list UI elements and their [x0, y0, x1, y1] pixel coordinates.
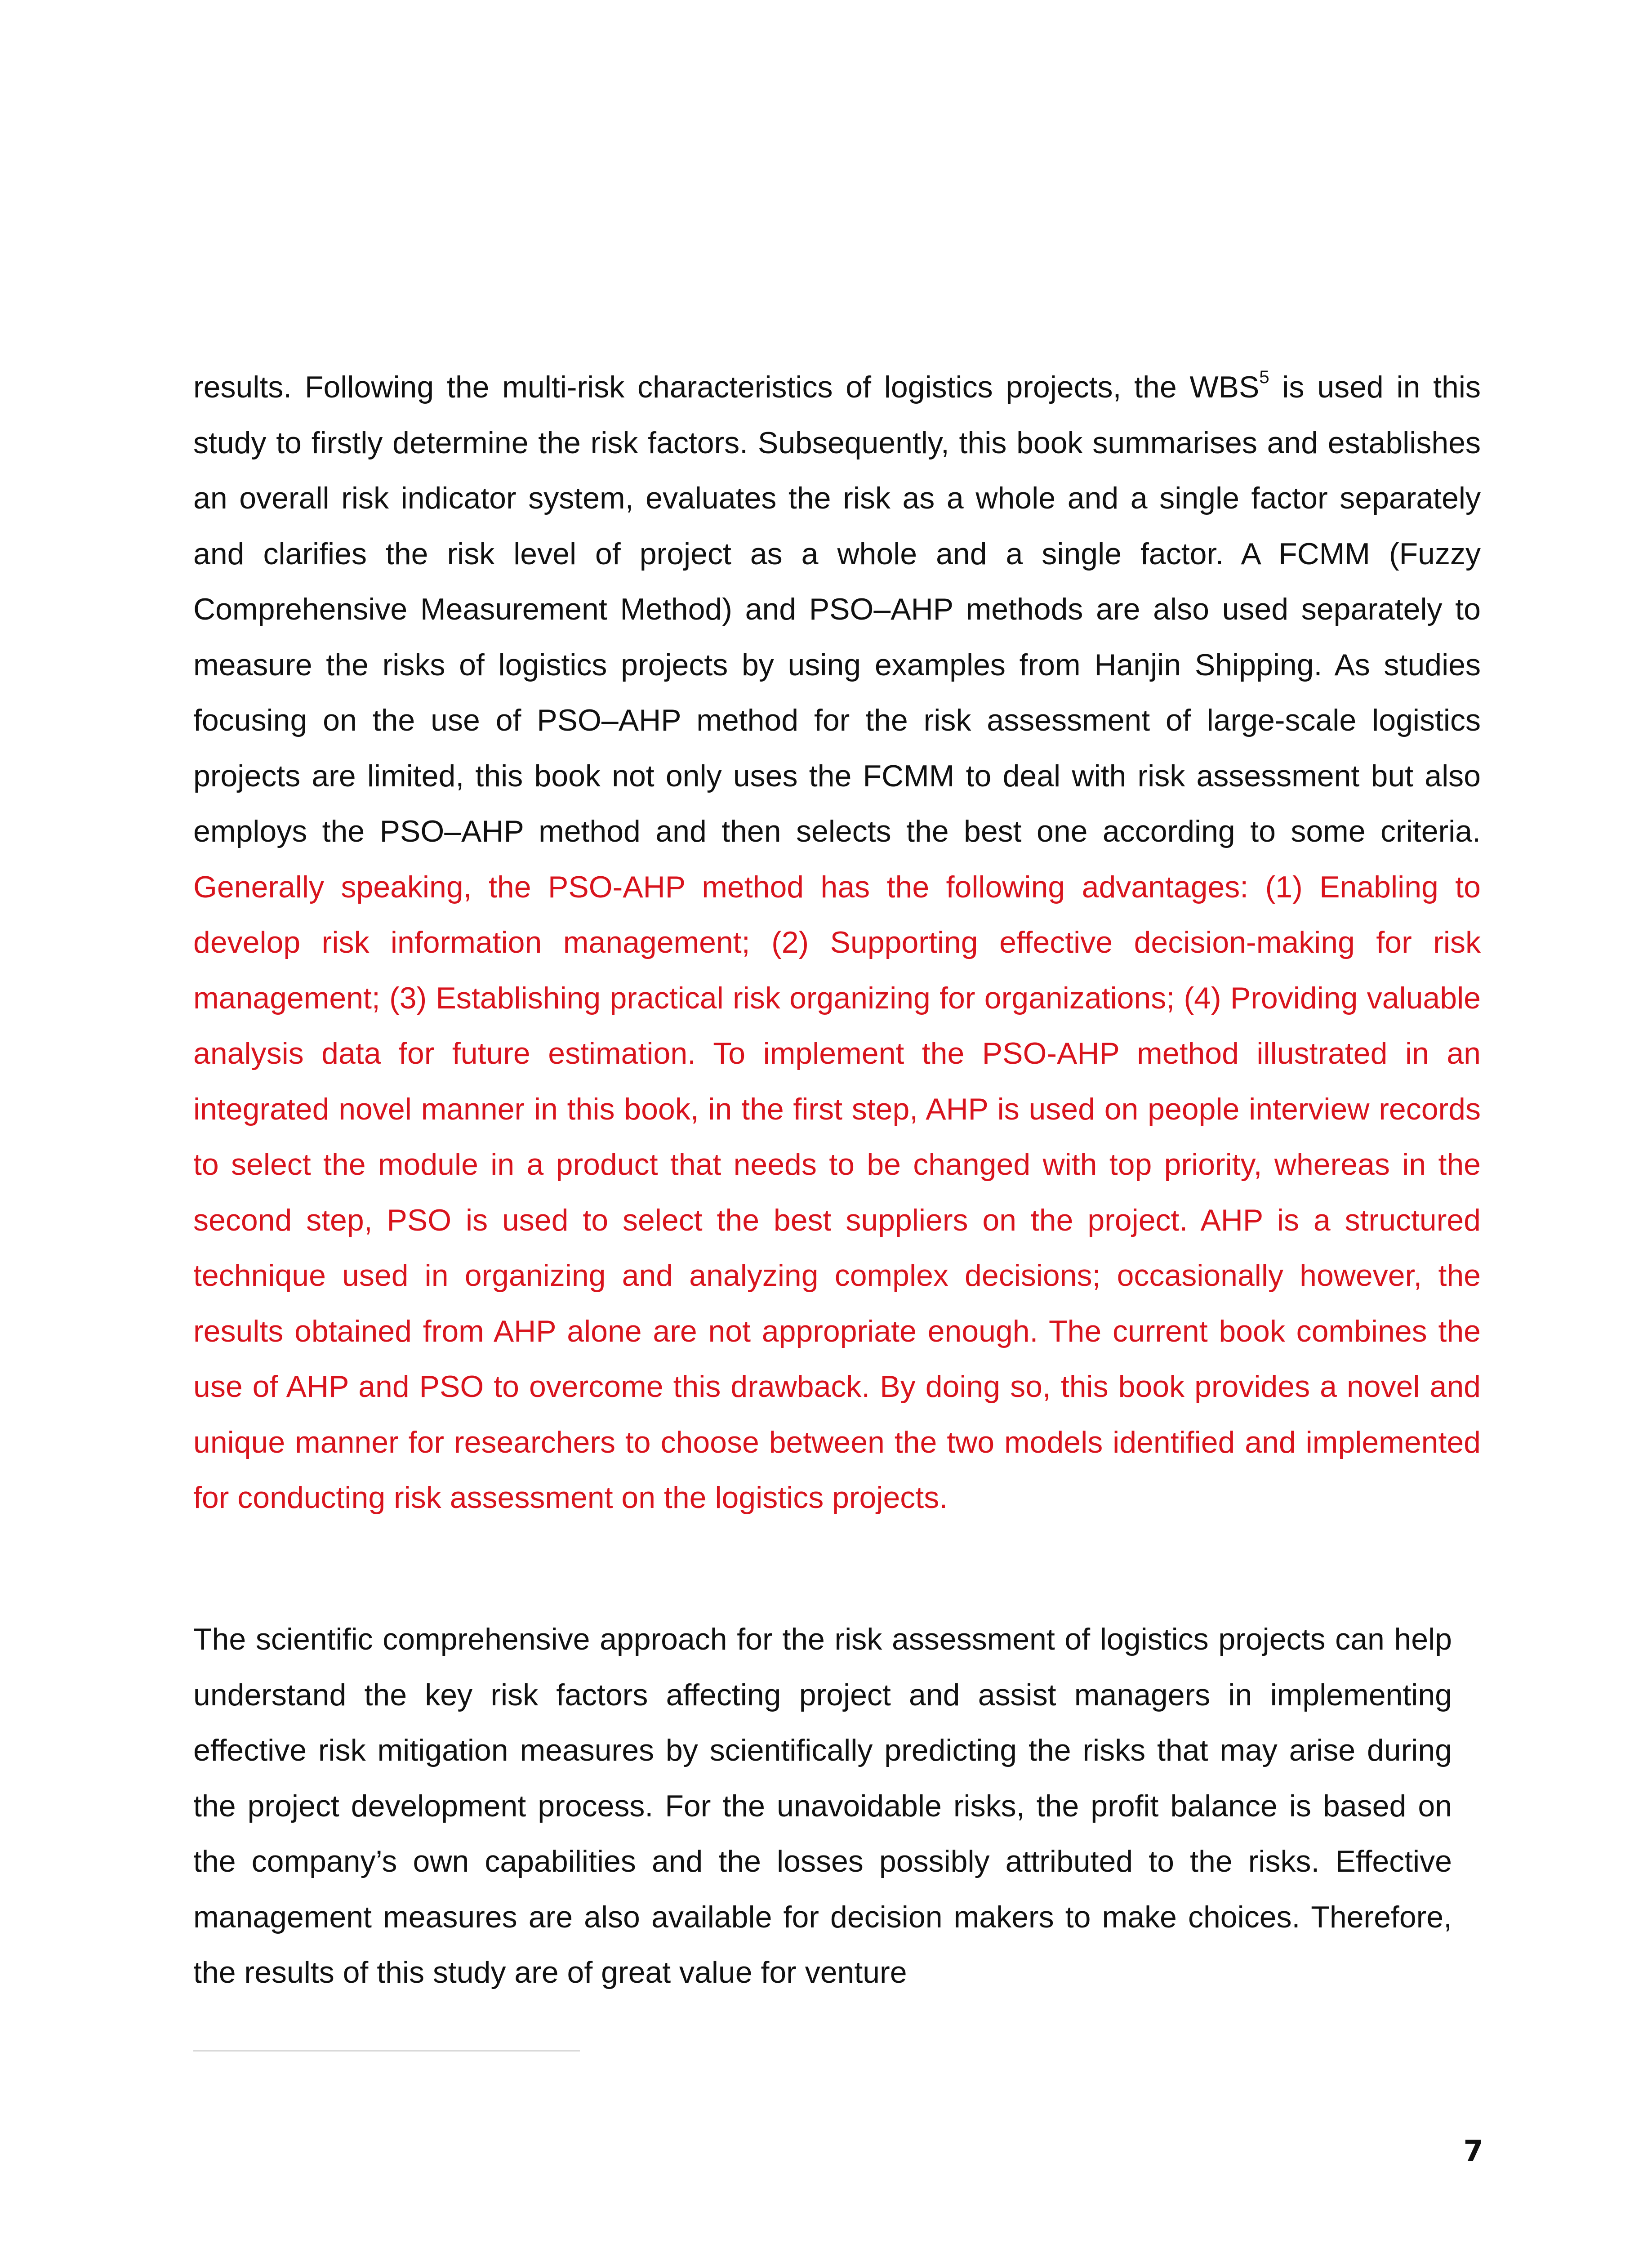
paragraph-1-text-start: results. Following the multi-risk characteristics of logistics projects, the WBS — [193, 370, 1260, 404]
footnote-reference[interactable]: 5 — [1259, 367, 1269, 387]
body-paragraph-2: The scientific comprehensive approach for the risk assessment of logistics projects can help understand the key risk factors affecting project and assist managers in implementing effective risk mitigation measures by scientifically predicting the risks that may arise during the project development process. For the unavoidable risks, the profit balance is based on the company’s own capabilities and the losses possibly attributed to the risks. Effective management measures are also available for decision makers to make choices. Therefore, the results of this study are of great value for venture — [193, 1622, 1452, 1989]
page-number: 7 — [1463, 2135, 1483, 2168]
paragraph-1-text-continued: is used in this study to firstly determine the risk factors. Subsequently, this book summarises and establishes an overall risk indicator system, evaluates the risk as a whole and a single factor separately and clarifies the risk level of project as a whole and a single factor. A FCMM (Fuzzy Comprehensive Measurement Method) and PSO–AHP methods are also used separately to measure the risks of logistics projects by using examples from Hanjin Shipping. As studies focusing on the use of PSO–AHP method for the risk assessment of large-scale logistics projects are limited, this book not only uses the FCMM to deal with risk assessment but also employs the PSO–AHP method and then selects the best one according to some criteria. — [193, 370, 1481, 848]
paragraph-1-highlighted-text: Generally speaking, the PSO-AHP method has the following advantages: (1) Enabling to develop risk information management; (2) Supporting effective decision-making for risk management; (3) Establishing practical risk organizing for organizations; (4) Providing valuable analysis data for future estimation. To implement the PSO-AHP method illustrated in an integrated novel manner in this book, in the first step, AHP is used on people interview records to select the module in a product that needs to be changed with top priority, whereas in the second step, PSO is used to select the best suppliers on the project. AHP is a structured technique used in organizing and analyzing complex decisions; occasionally however, the results obtained from AHP alone are not appropriate enough. The current book combines the use of AHP and PSO to overcome this drawback. By doing so, this book provides a novel and unique manner for researchers to choose between the two models identified and implemented for conducting risk assessment on the logistics projects. — [193, 870, 1481, 1515]
footnote-separator — [193, 2050, 580, 2052]
body-paragraph-1 — [193, 360, 1481, 1526]
